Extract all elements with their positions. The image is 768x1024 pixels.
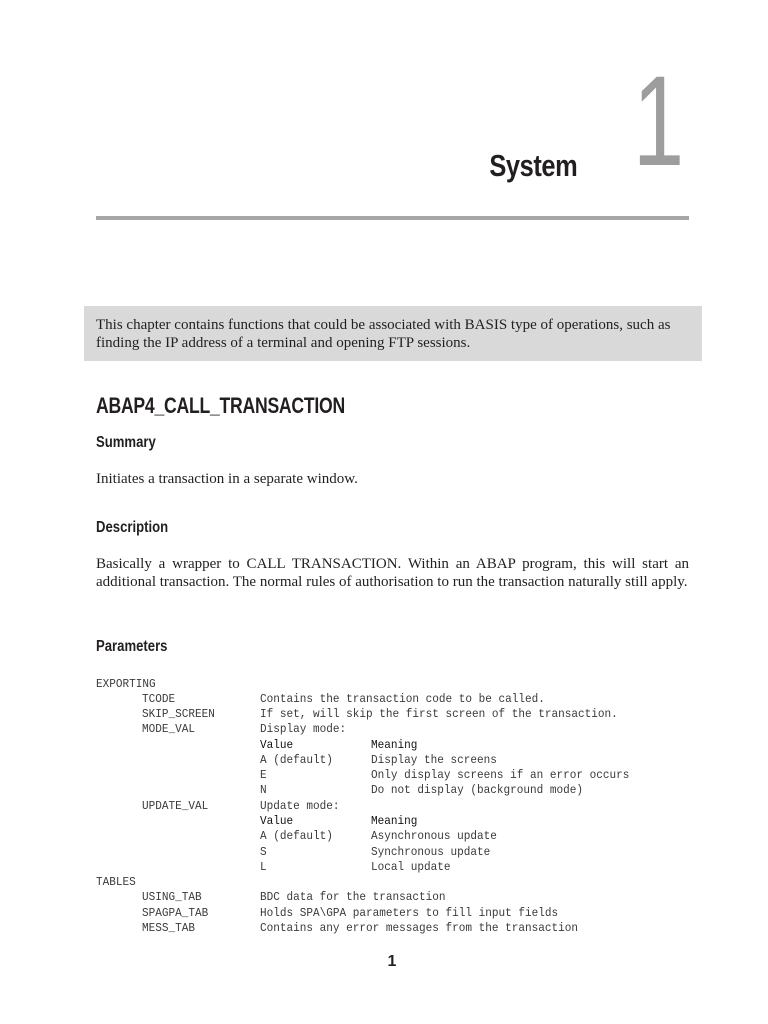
param-desc: Contains the transaction code to be called. [260, 692, 545, 706]
param-desc: Contains any error messages from the transaction [260, 921, 579, 935]
parameters-heading: Parameters [96, 638, 168, 655]
value-column-header: Value [260, 814, 294, 828]
option-value: A (default) [260, 829, 333, 843]
param-name: MESS_TAB [142, 921, 196, 935]
option-value: A (default) [260, 753, 333, 767]
description-heading: Description [96, 519, 169, 536]
option-meaning: Local update [371, 860, 451, 874]
intro-box: This chapter contains functions that could be associated with BASIS type of operations, such as finding the IP address of a terminal and opening FTP sessions. [84, 306, 702, 361]
param-name: UPDATE_VAL [142, 799, 209, 813]
option-meaning: Only display screens if an error occurs [371, 768, 630, 782]
tables-label: TABLES [96, 875, 136, 889]
param-desc: Display mode: [260, 722, 347, 736]
param-name: USING_TAB [142, 890, 202, 904]
param-name: MODE_VAL [142, 722, 196, 736]
param-name: TCODE [142, 692, 176, 706]
option-meaning: Asynchronous update [371, 829, 497, 843]
param-desc: Holds SPA\GPA parameters to fill input fields [260, 906, 559, 920]
function-heading: ABAP4_CALL_TRANSACTION [96, 393, 345, 418]
param-desc: If set, will skip the first screen of the transaction. [260, 707, 618, 721]
summary-text: Initiates a transaction in a separate window. [96, 471, 358, 487]
option-value: S [260, 845, 267, 859]
param-name: SPAGPA_TAB [142, 906, 209, 920]
option-meaning: Do not display (background mode) [371, 783, 584, 797]
exporting-label: EXPORTING [96, 677, 156, 691]
param-desc: Update mode: [260, 799, 340, 813]
param-desc: BDC data for the transaction [260, 890, 446, 904]
option-meaning: Display the screens [371, 753, 497, 767]
param-name: SKIP_SCREEN [142, 707, 215, 721]
option-value: E [260, 768, 267, 782]
value-column-header: Value [260, 738, 294, 752]
meaning-column-header: Meaning [371, 814, 418, 828]
option-value: L [260, 860, 267, 874]
option-value: N [260, 783, 267, 797]
meaning-column-header: Meaning [371, 738, 418, 752]
chapter-number: 1 [632, 50, 684, 193]
chapter-rule [96, 216, 689, 220]
option-meaning: Synchronous update [371, 845, 491, 859]
chapter-title: System [489, 148, 577, 183]
description-text: Basically a wrapper to CALL TRANSACTION. Within an ABAP program, this will start an additional transaction. The normal rules of authorisation to run the transaction naturally still apply. [96, 556, 689, 590]
page-number: 1 [387, 953, 397, 970]
summary-heading: Summary [96, 434, 156, 451]
